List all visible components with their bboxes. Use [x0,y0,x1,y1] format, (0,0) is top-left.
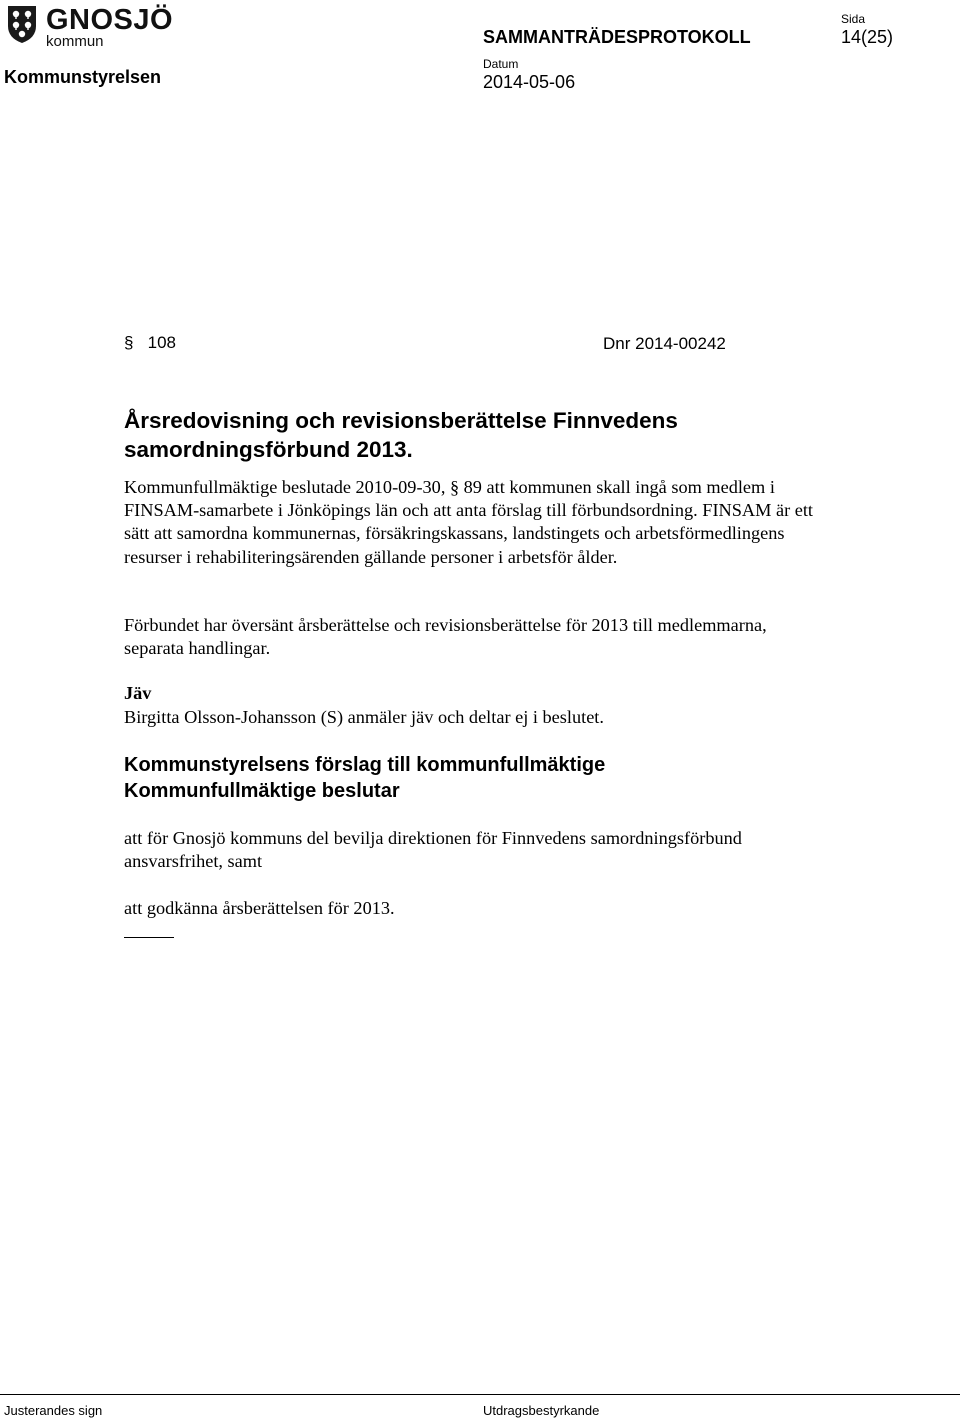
proposal-heading: Kommunstyrelsens förslag till kommunfullmäktige [124,754,606,776]
page-number: 14(25) [841,27,894,47]
paragraph-number [124,334,176,351]
organization-name: Kommunstyrelsen [4,67,162,87]
gnosjo-logo [6,4,174,50]
diary-number: Dnr 2014-00242 [603,334,726,353]
document-type: SAMMANTRÄDESPROTOKOLL [483,27,751,47]
signature-label: Justerandes sign [4,1403,103,1418]
page-label: Sida [841,12,866,26]
meeting-date: 2014-05-06 [483,72,576,92]
section-sign-icon: § [124,333,134,352]
conflict-of-interest-heading: Jäv [124,683,152,703]
decision-heading: Kommunfullmäktige beslutar [124,780,400,802]
logo-subtitle: kommun [46,33,104,50]
footer-divider [0,1394,960,1395]
decision-clause-1: att för Gnosjö kommuns del bevilja direktionen för Finnvedens samordningsförbund ansvarsfrihet, samt [124,828,742,872]
coat-of-arms-icon [6,4,38,44]
paragraph-value: 108 [147,333,177,352]
item-title: Årsredovisning och revisionsberättelse Finnvedens samordningsförbund 2013. [124,408,678,462]
body-paragraph-1: Kommunfullmäktige beslutade 2010-09-30, § 89 att kommunen skall ingå som medlem i FINSAM-samarbete i Jönköpings län och att anta förslag till förbundsordning. FINSAM är ett sätt att samordna kommunernas, försäkringskassans, landstingets och arbetsförmedlingens resurser i rehabiliteringsärenden gällande personer i arbetsför ålder. [124,477,814,567]
end-rule [124,937,174,938]
extract-certification-label: Utdragsbestyrkande [483,1403,600,1418]
logo-wordmark: GNOSJÖ [46,4,174,36]
date-label: Datum [483,57,519,71]
decision-clause-2: att godkänna årsberättelsen för 2013. [124,898,395,918]
conflict-of-interest-text: Birgitta Olsson-Johansson (S) anmäler jäv och deltar ej i beslutet. [124,707,604,727]
body-paragraph-2: Förbundet har översänt årsberättelse och revisionsberättelse för 2013 till medlemmarna, separata handlingar. [124,615,767,659]
